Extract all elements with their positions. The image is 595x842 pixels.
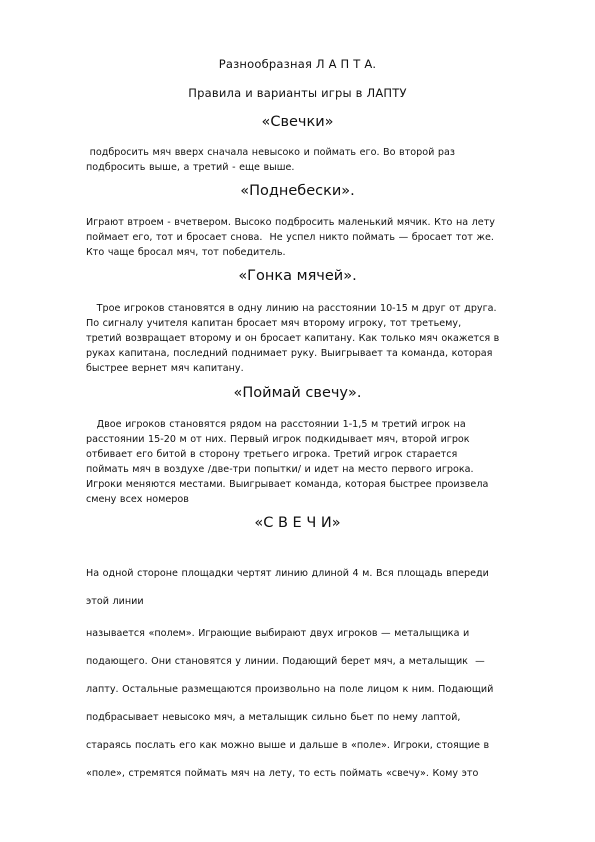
section-text-podnebeski: Играют втроем - вчетвером. Высоко подбросить маленький мячик. Кто на лету поймает его, тот и бросает снова. Не успел никто поймать — бросает тот же. Кто чаще бросал мяч, тот победитель.	[86, 217, 495, 258]
section-text-svechi-intro: На одной стороне площадки чертят линию длиной 4 м. Вся площадь впереди этой линии	[86, 568, 489, 607]
section-text-gonka-myachey: Трое игроков становятся в одну линию на расстоянии 10-15 м друг от друга. По сигналу учителя капитан бросает мяч второму игроку, тот третьему, третий возвращает второму и он бросает капитану. Как только мяч окажется в руках капитана, последний поднимает руку. Выигрывает та команда, которая быстрее вернет мяч капитану.	[86, 303, 500, 374]
section-heading-podnebeski: «Поднебески».	[240, 183, 355, 199]
document-title: Разнообразная Л А П Т А.	[218, 57, 377, 71]
section-heading-svechi: «С В Е Ч И»	[254, 515, 341, 531]
section-text-svechi-body: называется «полем». Играющие выбирают двух игроков — металыщика и подающего. Они становятся у линии. Подающий берет мяч, а металыщик — лапту. Остальные размещаются произвольно на поле лицом к ним. Подающий подбрасывает невысоко мяч, а металыщик сильно бьет по нему лаптой, стараясь послать его как можно выше и дальше в «поле». Игроки, стоящие в «поле», стремятся поймать мяч на лету, то есть поймать «свечу». Кому это	[86, 628, 494, 779]
section-text-svechki: подбросить мяч вверх сначала невысоко и поймать его. Во второй раз подбросить выше, а третий - еще выше.	[86, 147, 455, 173]
section-heading-poymay-svechu: «Поймай свечу».	[233, 385, 362, 401]
section-text-poymay-svechu: Двое игроков становятся рядом на расстоянии 1-1,5 м третий игрок на расстоянии 15-20 м от них. Первый игрок подкидывает мяч, второй игрок отбивает его битой в сторону третьего игрока. Третий игрок старается поймать мяч в воздухе /две-три попытки/ и идет на место первого игрока. Игроки меняются местами. Выигрывает команда, которая быстрее произвела смену всех номеров	[86, 419, 489, 505]
document-subtitle: Правила и варианты игры в ЛАПТУ	[188, 86, 407, 100]
section-heading-gonka-myachey: «Гонка мячей».	[238, 268, 357, 284]
section-heading-svechki: «Свечки»	[261, 114, 334, 130]
